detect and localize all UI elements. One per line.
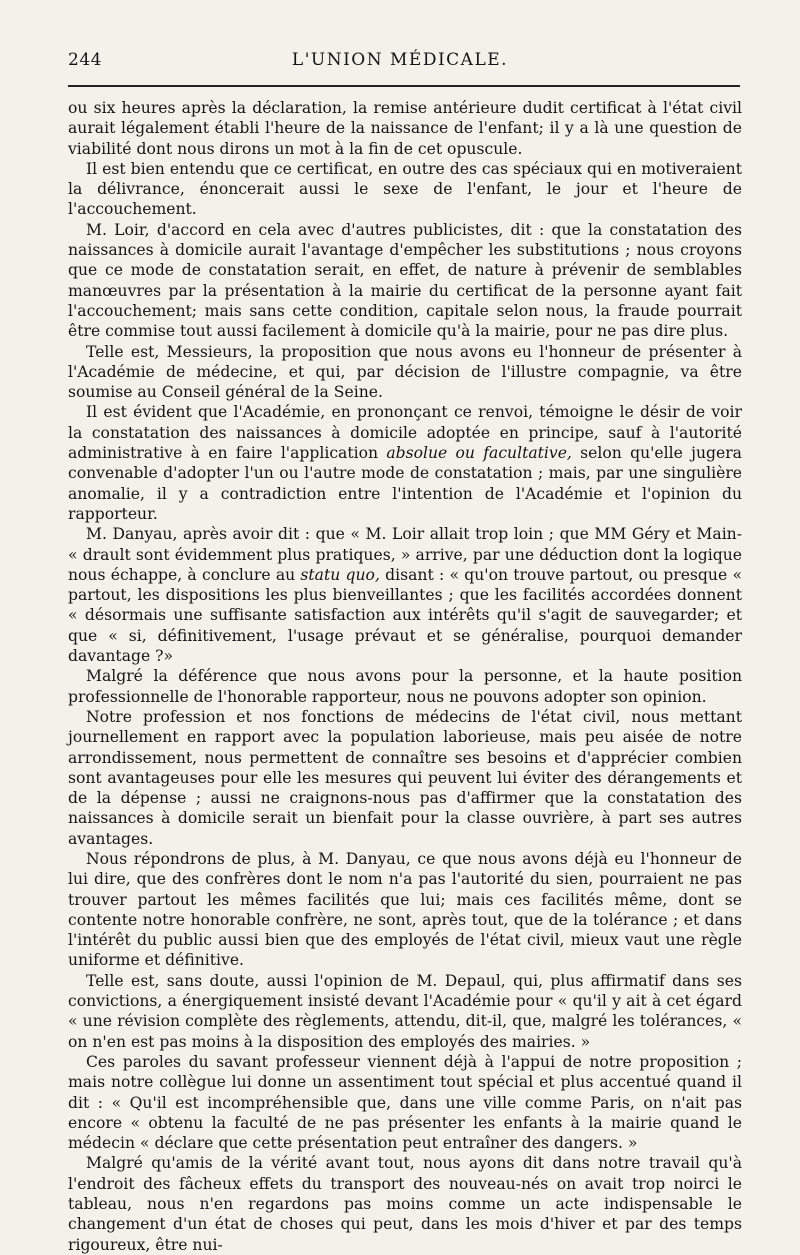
body-text [68,98,742,1255]
paragraph-text: « déclare que cette présentation peut entraîner des dangers. » [139,1134,638,1153]
paragraph: Notre profession et nos fonctions de médecins de l'état civil, nous mettant journellement en rapport avec la population laborieuse, mais peu aisée de notre arrondissement, nous permettent de connaître ses besoins et d'apprécier combien sont avantageuses pour elle les mesures qui peuvent lui éviter des dérangements et de la dépense ; aussi ne craignons-nous pas d'affirmer que la constatation des naissances à domicile serait un bienfait pour la classe ouvrière, à part ses autres avantages. [68,707,742,848]
paragraph-text: Telle est, sans doute, aussi l'opinion de M. Depaul, qui, plus affirmatif dans ses convictions, a énergiquement insisté devant l'Académie pour « qu'il y ait à cet égard [68,971,742,1011]
paragraph: ou six heures après la déclaration, la remise antérieure dudit certificat à l'état civil aurait légalement établi l'heure de la naissance de l'enfant; il y a là une question de viabilité dont nous dirons un mot à la fin de cet opuscule. [68,99,742,158]
emphasis: statu quo, [300,565,380,584]
paragraph-text: Il est évident que l'Académie, en prononçant ce renvoi, témoigne le désir de voir la constatation des naissances à domicile adoptée en principe, sauf à l'autorité administrative à en faire l'application [68,403,742,463]
emphasis: absolue ou facultative, [386,444,572,463]
paragraph-text: selon qu'elle jugera convenable d'adopter l'un ou l'autre mode de constatation ; mais, par une singulière anomalie, il y a contradiction entre l'intention de l'Académie et l'opinion du rapporteur. [68,444,742,523]
paragraph: M. Loir, d'accord en cela avec d'autres publicistes, dit : que la constatation des naissances à domicile aurait l'avantage d'empêcher les substitutions ; nous croyons que ce mode de constatation serait, en effet, de nature à prévenir de semblables manœuvres par la présentation à la mairie du certificat de la personne ayant fait l'accouchement; mais sans cette condition, capitale selon nous, la fraude pourrait être commise tout aussi facilement à domicile qu'à la mairie, pour ne pas dire plus. [68,220,742,341]
paragraph [68,402,742,524]
paragraph-text: « si, définitivement, l'usage prévaut et se généralise, pourquoi demander davantage ?» [68,626,742,666]
paragraph [68,1052,742,1153]
running-title: L'UNION MÉDICALE. [291,50,509,70]
paragraph: Malgré la déférence que nous avons pour la personne, et la haute position professionnelle de l'honorable rapporteur, nous ne pouvons adopter son opinion. [68,667,742,706]
paragraph: Nous répondrons de plus, à M. Danyau, ce que nous avons déjà eu l'honneur de lui dire, que des confrères dont le nom n'a pas l'autorité du sien, pourraient ne pas trouver partout les mêmes facilités que lui; mais ces facilités même, dont se contente notre honorable confrère, ne sont, après tout, que de la tolérance ; et dans l'intérêt du public aussi bien que des employés de l'état civil, mieux vaut une règle uniforme et définitive. [68,849,742,970]
paragraph-text: « on n'en est pas moins à la disposition des employés des mairies. » [68,1012,742,1051]
paragraph-text: M. Danyau, après avoir dit : que « M. Loir allait trop loin ; que MM Géry et Main- [86,525,742,544]
paragraph-text: « obtenu la faculté de ne pas présenter les enfants à la mairie quand le médecin [68,1113,742,1153]
paragraph-text: « Qu'il est incompréhensible que, dans une ville comme Paris, on n'ait pas encore [68,1093,742,1132]
paragraph [68,971,742,1052]
paragraph: Telle est, Messieurs, la proposition que nous avons eu l'honneur de présenter à l'Académie de médecine, et qui, par décision de l'illustre compagnie, va être soumise au Conseil général de la Seine. [68,342,742,402]
header-rule [68,85,740,87]
paragraph-text: « partout, les dispositions les plus bienveillantes ; que les facilités accordées donnent [68,565,742,605]
paragraph [68,524,742,666]
paragraph-text: Ces paroles du savant professeur viennent déjà à l'appui de notre proposition ; mais notre collègue lui donne un assentiment tout spécial et plus accentué quand il dit : [68,1052,742,1112]
page-number: 244 [68,50,102,70]
paragraph-text: « désormais une suffisante satisfaction aux intérêts qu'il s'agit de sauvegarder; et que [68,606,742,645]
paragraph: Malgré qu'amis de la vérité avant tout, nous ayons dit dans notre travail qu'à l'endroit des fâcheux effets du transport des nouveau-nés on avait trop noirci le tableau, nous n'en regardons pas moins comme un acte indispensable le changement d'un état de choses qui peut, dans les mois d'hiver et par des temps rigoureux, être nui- [68,1154,742,1254]
paragraph-text: disant : « qu'on trouve partout, ou presque [385,565,728,584]
paragraph-text: « drault sont évidemment plus pratiques, » arrive, par une déduction dont la logique nous échappe, à conclure au [68,545,742,584]
page-header [68,50,732,80]
paragraph: Il est bien entendu que ce certificat, en outre des cas spéciaux qui en motiveraient la délivrance, énoncerait aussi le sexe de l'enfant, le jour et l'heure de l'accouchement. [68,159,742,219]
paragraph-text: « une révision complète des règlements, attendu, dit-il, que, malgré les tolérances, [68,1012,728,1031]
